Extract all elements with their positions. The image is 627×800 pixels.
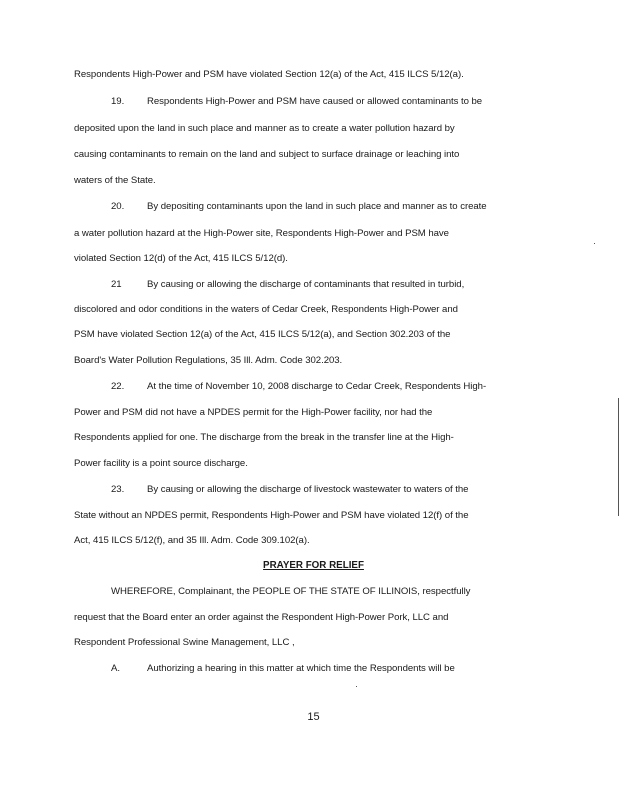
text-line: Board's Water Pollution Regulations, 35 Ill. Adm. Code 302.203. <box>74 355 343 366</box>
page-number: 15 <box>307 711 320 723</box>
text-line: request that the Board enter an order against the Respondent High-Power Pork, LLC and <box>74 612 449 623</box>
scan-speck <box>356 686 357 687</box>
text-line: Respondents applied for one. The discharge from the break in the transfer line at the High- <box>74 432 454 443</box>
text-line: Respondent Professional Swine Management, LLC , <box>74 637 295 648</box>
paragraph-text: At the time of November 10, 2008 discharge to Cedar Creek, Respondents High- <box>147 381 487 392</box>
paragraph-number: 20. <box>111 201 125 212</box>
paragraph-22 <box>111 381 486 393</box>
scan-edge-mark <box>618 398 619 516</box>
paragraph-text: Respondents High-Power and PSM have caused or allowed contaminants to be <box>147 96 483 107</box>
paragraph-text: By causing or allowing the discharge of contaminants that resulted in turbid, <box>147 279 465 290</box>
text-line: a water pollution hazard at the High-Power site, Respondents High-Power and PSM have <box>74 228 449 239</box>
scan-speck <box>594 243 595 244</box>
section-heading: PRAYER FOR RELIEF <box>263 560 364 571</box>
item-text: Authorizing a hearing in this matter at which time the Respondents will be <box>147 663 455 674</box>
wherefore-line: WHEREFORE, Complainant, the PEOPLE OF THE STATE OF ILLINOIS, respectfully <box>111 586 471 597</box>
text-line: discolored and odor conditions in the waters of Cedar Creek, Respondents High-Power and <box>74 304 458 315</box>
paragraph-20 <box>111 201 487 213</box>
text-line: causing contaminants to remain on the land and subject to surface drainage or leaching into <box>74 149 460 160</box>
paragraph-23 <box>111 484 468 496</box>
text-line: Respondents High-Power and PSM have violated Section 12(a) of the Act, 415 ILCS 5/12(a). <box>74 69 464 80</box>
text-line: State without an NPDES permit, Respondents High-Power and PSM have violated 12(f) of the <box>74 510 469 521</box>
text-line: deposited upon the land in such place and manner as to create a water pollution hazard by <box>74 123 455 134</box>
text-line: waters of the State. <box>74 175 156 186</box>
paragraph-21 <box>111 279 464 291</box>
text-line: violated Section 12(d) of the Act, 415 ILCS 5/12(d). <box>74 253 288 264</box>
paragraph-text: By causing or allowing the discharge of livestock wastewater to waters of the <box>147 484 469 495</box>
item-letter: A. <box>111 663 120 674</box>
text-line: Power and PSM did not have a NPDES permit for the High-Power facility, nor had the <box>74 407 433 418</box>
paragraph-text: By depositing contaminants upon the land in such place and manner as to create <box>147 201 487 212</box>
text-line: Act, 415 ILCS 5/12(f), and 35 Ill. Adm. Code 309.102(a). <box>74 535 310 546</box>
paragraph-19 <box>111 96 482 108</box>
text-line: Power facility is a point source discharge. <box>74 458 248 469</box>
paragraph-number: 22. <box>111 381 125 392</box>
item-a <box>111 663 455 675</box>
paragraph-number: 23. <box>111 484 125 495</box>
paragraph-number: 21 <box>111 279 122 290</box>
text-line: PSM have violated Section 12(a) of the Act, 415 ILCS 5/12(a), and Section 302.203 of the <box>74 329 451 340</box>
paragraph-number: 19. <box>111 96 125 107</box>
